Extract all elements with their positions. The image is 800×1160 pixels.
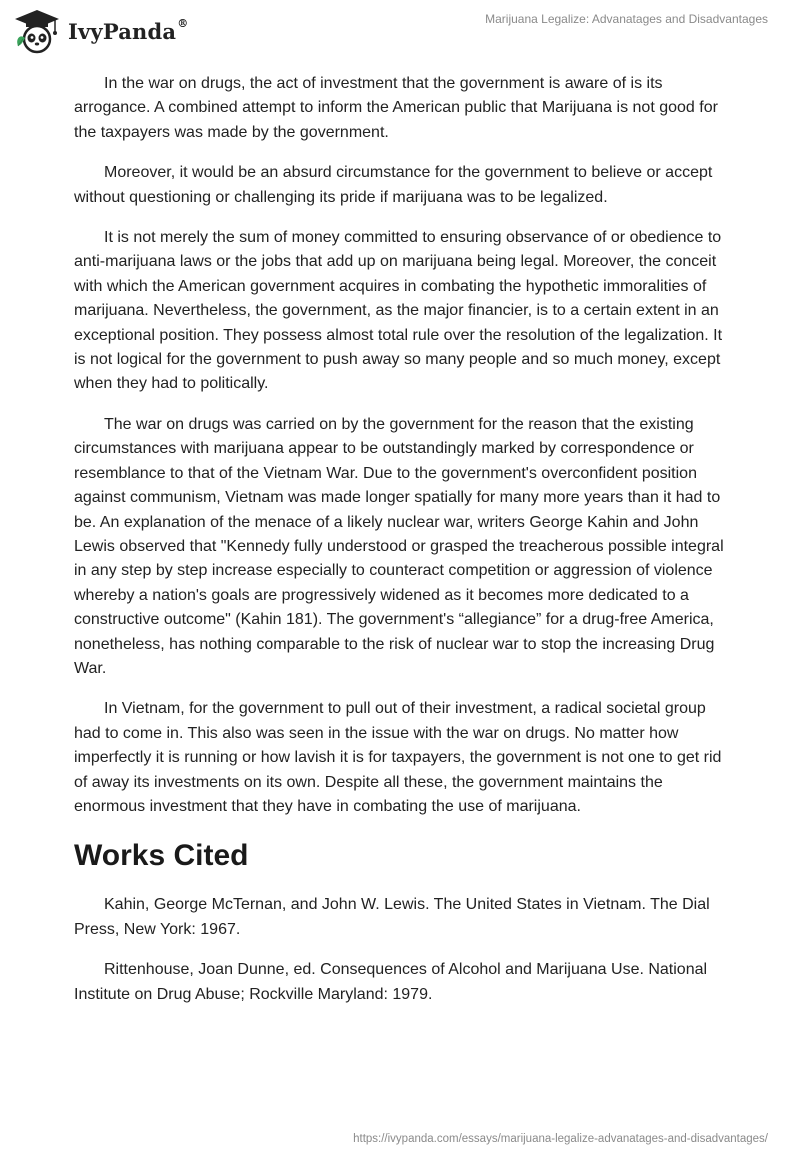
logo-wordmark: IvyPanda®: [68, 16, 189, 44]
citation-entry: Kahin, George McTernan, and John W. Lewis. The United States in Vietnam. The Dial Press, New York: 1967.: [74, 896, 710, 938]
works-cited-heading: Works Cited: [74, 839, 249, 873]
paragraph: It is not merely the sum of money committed to ensuring observance of or obedience to anti-marijuana laws or the jobs that add up on marijuana being legal. Moreover, the conceit with which the American government acquires in combating the hypothetic immoralities of marijuana. Nevertheless, the government, as the major financier, is to a certain extent in an exceptional position. They possess almost total rule over the resolution of the legalization. It is not logical for the government to push away so many people and so much money, except when they had to politically.: [74, 229, 723, 393]
page-header: [0, 0, 800, 64]
paragraph: Moreover, it would be an absurd circumstance for the government to believe or accept without questioning or challenging its pride if marijuana was to be legalized.: [74, 164, 713, 206]
source-url[interactable]: https://ivypanda.com/essays/marijuana-legalize-advanatages-and-disadvantages/: [353, 1133, 768, 1145]
paragraph: In the war on drugs, the act of investment that the government is aware of is its arrogance. A combined attempt to inform the American public that Marijuana is not good for the taxpayers was made by the government.: [74, 75, 718, 141]
document-title: Marijuana Legalize: Advanatages and Disadvantages: [485, 12, 768, 26]
panda-graduate-icon: [12, 8, 62, 54]
essay-body: [74, 72, 724, 1023]
paragraph: In Vietnam, for the government to pull out of their investment, a radical societal group had to come in. This also was seen in the issue with the war on drugs. No matter how imperfectly it is running or how lavish it is for taxpayers, the government is not one to get rid of away its investments on its own. Despite all these, the government maintains the enormous investment that they have in combating the use of marijuana.: [74, 700, 722, 815]
paragraph: The war on drugs was carried on by the government for the reason that the existing circumstances with marijuana appear to be outstandingly marked by correspondence or resemblance to that of the Vietnam War. Due to the government's overconfident position against communism, Vietnam was made longer spatially for many more years than it had to be. An explanation of the menace of a likely nuclear war, writers George Kahin and John Lewis observed that "Kennedy fully understood or grasped the treacherous possible integral in any step by step increase especially to counteract competition or aggression of violence whereby a nation's goals are progressively widened as it becomes more dedicated to a constructive outcome" (Kahin 181). The government's “allegiance” for a drug-free America, nonetheless, has nothing comparable to the risk of nuclear war to stop the increasing Drug War.: [74, 415, 724, 677]
citation-entry: Rittenhouse, Joan Dunne, ed. Consequences of Alcohol and Marijuana Use. National Institute on Drug Abuse; Rockville Maryland: 1979.: [74, 961, 708, 1003]
ivypanda-logo[interactable]: [12, 8, 188, 54]
